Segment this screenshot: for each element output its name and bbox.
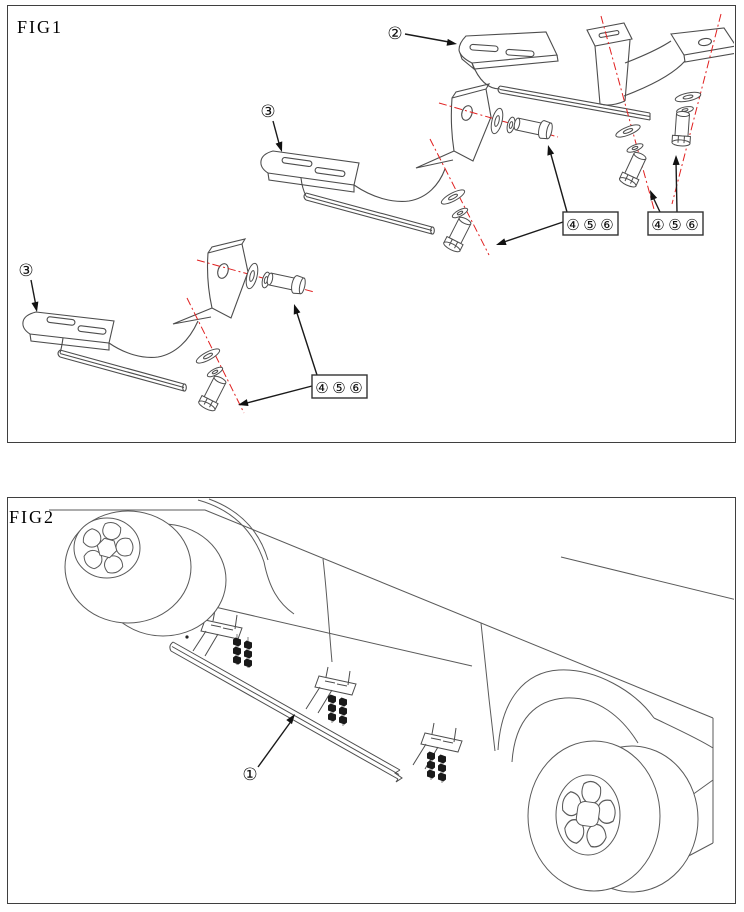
rear-door-seam xyxy=(481,623,495,751)
bed-edge xyxy=(561,557,734,600)
hw-num: ⑤ xyxy=(332,379,346,397)
hw-num: ④ xyxy=(315,379,329,397)
bracket-top-plate xyxy=(23,312,114,343)
rear-wheel xyxy=(528,741,698,892)
fig1-title: FIG1 xyxy=(17,17,64,37)
bracket-rail xyxy=(58,350,184,391)
hardware-box-mid xyxy=(563,212,618,235)
bracket-arm xyxy=(624,41,685,96)
hub xyxy=(575,801,600,828)
mount-bracket-3 xyxy=(413,723,462,783)
hw-num: ⑤ xyxy=(583,216,597,234)
front-wheel xyxy=(65,511,226,636)
fig1-drawing xyxy=(8,6,734,441)
bracket-top-plate xyxy=(261,151,359,185)
bracket-post xyxy=(587,23,632,46)
bracket-top-plate xyxy=(459,32,557,63)
hardware-box-rear xyxy=(312,375,367,398)
hardware-down xyxy=(440,187,475,253)
hw-num: ⑥ xyxy=(600,216,614,234)
hardware-side xyxy=(489,107,554,140)
fig2-drawing xyxy=(8,498,734,902)
mount-bracket-2 xyxy=(306,667,356,726)
running-board xyxy=(170,610,462,783)
hw-num: ⑤ xyxy=(668,216,682,234)
hardware-down xyxy=(195,346,230,412)
hw-num: ⑥ xyxy=(685,216,699,234)
callout-rear-bracket: ③ xyxy=(18,261,34,281)
rear-bracket-assembly xyxy=(23,239,314,413)
bracket-rail xyxy=(304,193,432,234)
callout-running-board xyxy=(242,712,297,785)
fig2-title: FIG2 xyxy=(9,507,56,527)
callout-running-board-num: ① xyxy=(242,765,258,785)
callout-front-bracket: ② xyxy=(387,24,403,44)
hw-num: ④ xyxy=(651,216,665,234)
hardware-stack-left xyxy=(614,122,649,188)
fig1-panel xyxy=(7,5,736,443)
bracket-vertical-plate xyxy=(208,244,249,318)
front-door-seam xyxy=(323,559,332,662)
hw-num: ⑥ xyxy=(349,379,363,397)
mid-bracket-assembly xyxy=(261,84,558,255)
hardware-side xyxy=(244,262,307,295)
rail-break xyxy=(395,770,402,782)
hardware-stack-right xyxy=(672,90,702,146)
rocker-edge xyxy=(215,607,472,666)
bracket-vertical-plate xyxy=(451,89,491,161)
hardware-box-front-left xyxy=(648,212,703,235)
bracket-pad xyxy=(671,28,734,55)
rail xyxy=(170,642,400,779)
hw-num: ④ xyxy=(566,216,580,234)
fig2-panel xyxy=(7,497,736,904)
bracket-rail xyxy=(498,86,650,120)
callout-mid-bracket: ③ xyxy=(260,102,276,122)
